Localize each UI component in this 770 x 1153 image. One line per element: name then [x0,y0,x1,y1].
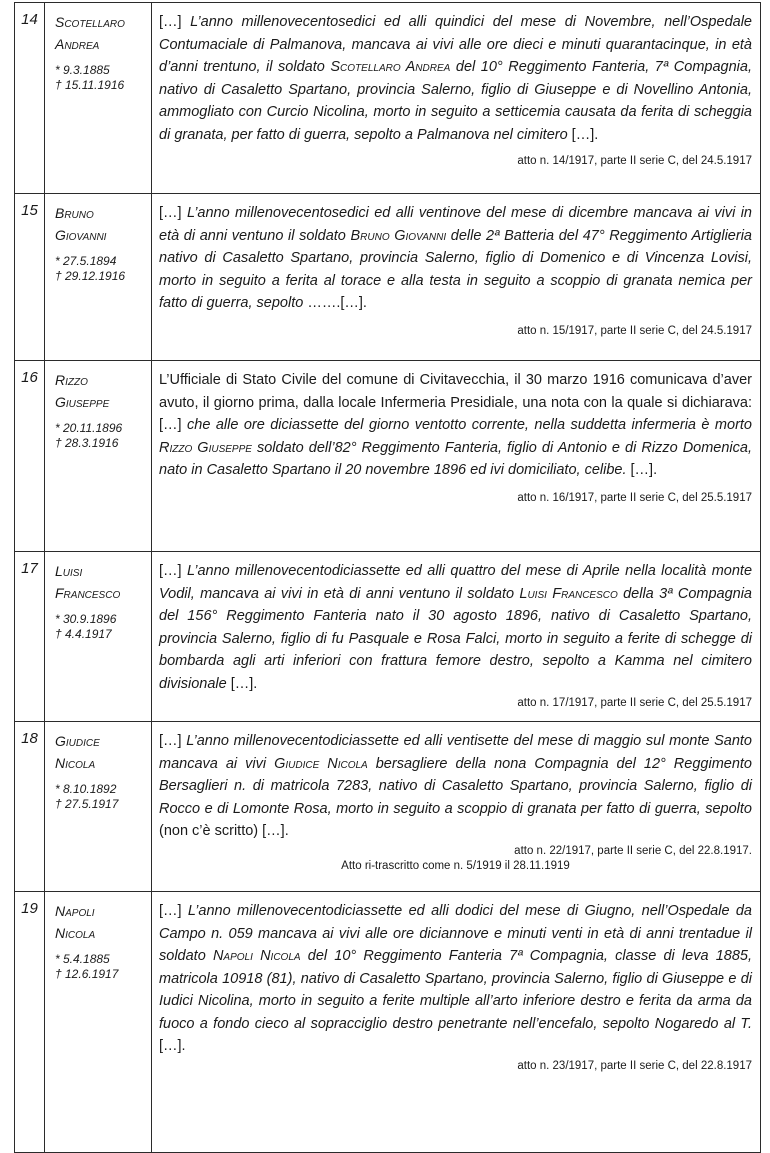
soldier-cell [45,722,152,892]
soldier-name-inline: Rizzo Giuseppe [159,439,252,456]
given-name: Nicola [55,925,96,941]
record-reference: atto n. 15/1917, parte II serie C, del 24.5.1917 [517,324,752,337]
life-dates [55,612,147,642]
death-date: † 27.5.1917 [55,797,119,811]
soldier-cell [45,361,152,552]
life-dates [55,254,147,284]
surname: Napoli [55,903,95,919]
record-reference: atto n. 16/1917, parte II serie C, del 25.5.1917 [517,491,752,504]
record-text-cell [152,552,761,722]
record-number: 15 [15,194,45,361]
record-row [15,722,761,892]
record-text-cell [152,3,761,194]
record-row [15,194,761,361]
record-number: 18 [15,722,45,892]
record-text-cell [152,722,761,892]
record-retranscription-note: Atto ri-trascritto come n. 5/1919 il 28.11.1919 [341,859,570,872]
record-number: 19 [15,892,45,1153]
soldier-name-inline: Luisi Francesco [519,585,618,602]
death-date: † 15.11.1916 [55,78,125,92]
soldier-name-inline: Bruno Giovanni [350,227,447,244]
birth-date: * 9.3.1885 [55,63,110,77]
record-reference: atto n. 23/1917, parte II serie C, del 22.8.1917 [517,1059,752,1072]
given-name: Nicola [55,755,96,771]
record-text: […] L’anno millenovecentodiciassette ed alli dodici del mese di Giugno, nell’Ospedale da Campo n. 059 mancava ai vivi alle ore diciannove e minuti venti in età di anni trentadue il soldato Napoli Nicola del 10° Reggimento Fanteria 7ª Compagnia, classe di leva 1885, matricola 10918 (81), nativo di Casaletto Spartano, provincia Salerno, figlio di Giuseppe e di Iudici Nicolina, morto in seguito a ferite multiple all’arto inferiore destro e ferita da arma da fuoco a fondo cieco al sopracciglio destro penetrante nell’encefalo, sepolto Nogaredo al T. […]. [159,903,753,1054]
birth-date: * 30.9.1896 [55,612,117,626]
record-row [15,892,761,1153]
surname: Luisi [55,563,83,579]
given-name: Andrea [55,36,100,52]
soldier-name-inline: Giudice Nicola [274,755,368,772]
record-text: […] L’anno millenovecentosedici ed alli ventinove del mese di dicembre mancava ai vivi in età di anni ventuno il soldato Bruno Giovanni delle 2ª Batteria del 47° Reggimento Artiglieria nativo di Casaletto Spartano, provincia Salerno, figlio di Domenico e di Vincenza Lovisi, morto in seguito a ferita al torace e alla testa in seguito a scoppio di granata nemica per fatto di guerra, sepolto …….[…]. [159,205,752,311]
given-name: Giovanni [55,227,107,243]
record-text-cell [152,361,761,552]
record-reference: atto n. 22/1917, parte II serie C, del 22.8.1917. [514,844,752,857]
record-row [15,552,761,722]
given-name: Francesco [55,585,121,601]
life-dates [55,782,147,812]
record-row [15,361,761,552]
death-date: † 12.6.1917 [55,967,119,981]
surname: Scotellaro [55,14,125,30]
record-number: 17 [15,552,45,722]
record-text-cell [152,892,761,1153]
soldier-cell [45,194,152,361]
birth-date: * 8.10.1892 [55,782,117,796]
record-number: 14 [15,3,45,194]
surname: Giudice [55,733,100,749]
record-number: 16 [15,361,45,552]
given-name: Giuseppe [55,394,110,410]
death-records-table [14,2,761,1153]
soldier-cell [45,3,152,194]
record-text: L’Ufficiale di Stato Civile del comune di Civitavecchia, il 30 marzo 1916 comunicava d’aver avuto, il giorno prima, dalla locale Infermeria Presidiale, una nota con la quale si dichiarava: […] che alle ore diciassette del giorno ventotto corrente, nella suddetta infermeria è morto Rizzo Giuseppe soldato dell’82° Reggimento Fanteria, figlio di Antonio e di Rizzo Domenica, nato in Casaletto Spartano il 20 novembre 1896 ed ivi domiciliato, celibe. […]. [159,372,752,478]
surname: Bruno [55,205,94,221]
soldier-cell [45,892,152,1153]
death-date: † 29.12.1916 [55,269,126,283]
birth-date: * 5.4.1885 [55,952,110,966]
record-text-cell [152,194,761,361]
record-text: […] L’anno millenovecentosedici ed alli quindici del mese di Novembre, nell’Ospedale Contumaciale di Palmanova, mancava ai vivi alle ore dieci e minuti quarantacinque, in età d’anni trentuno, il soldato Scotellaro Andrea del 10° Reggimento Fanteria, 7ª Compagnia, nativo di Casaletto Spartano, provincia Salerno, figlio di Giuseppe e di Novellino Antonia, ammogliato con Curcio Nicolina, morto in seguito a setticemia causata da ferita di scheggia di granata, per fatto di guerra, sepolto a Palmanova nel cimitero […]. [159,14,752,143]
soldier-cell [45,552,152,722]
record-text: […] L’anno millenovecentodiciassette ed alli quattro del mese di Aprile nella località monte Vodil, mancava ai vivi in età di anni ventuno il soldato Luisi Francesco della 3ª Compagnia del 156° Reggimento Fanteria nato il 30 agosto 1896, nativo di Casaletto Spartano, provincia Salerno, figlio di fu Pasquale e Rosa Falci, morto in seguito a ferite di schegge di bombarda agli arti inferiori con frattura femore destro, sepolto a Kamma nel cimitero divisionale […]. [159,563,753,692]
record-reference: atto n. 17/1917, parte II serie C, del 25.5.1917 [517,697,752,709]
birth-date: * 27.5.1894 [55,254,117,268]
birth-date: * 20.11.1896 [55,421,123,435]
record-reference: atto n. 14/1917, parte II serie C, del 24.5.1917 [517,155,752,167]
record-text: […] L’anno millenovecentodiciassette ed alli ventisette del mese di maggio sul monte Santo mancava ai vivi Giudice Nicola bersagliere della nona Compagnia del 12° Reggimento Bersaglieri n. di matricola 7283, nativo di Casaletto Spartano, provincia Salerno, figlio di Rocco e di Lomonte Rosa, morto in seguito a scoppio di granata per fatto di guerra, sepolto (non c’è scritto) […]. [159,733,752,839]
life-dates [55,421,147,451]
soldier-name-inline: Scotellaro Andrea [330,59,451,75]
life-dates [55,952,147,982]
death-date: † 4.4.1917 [55,627,112,641]
surname: Rizzo [55,372,88,388]
life-dates [55,63,147,93]
death-date: † 28.3.1916 [55,436,119,450]
soldier-name-inline: Napoli Nicola [212,948,301,964]
record-row [15,3,761,194]
